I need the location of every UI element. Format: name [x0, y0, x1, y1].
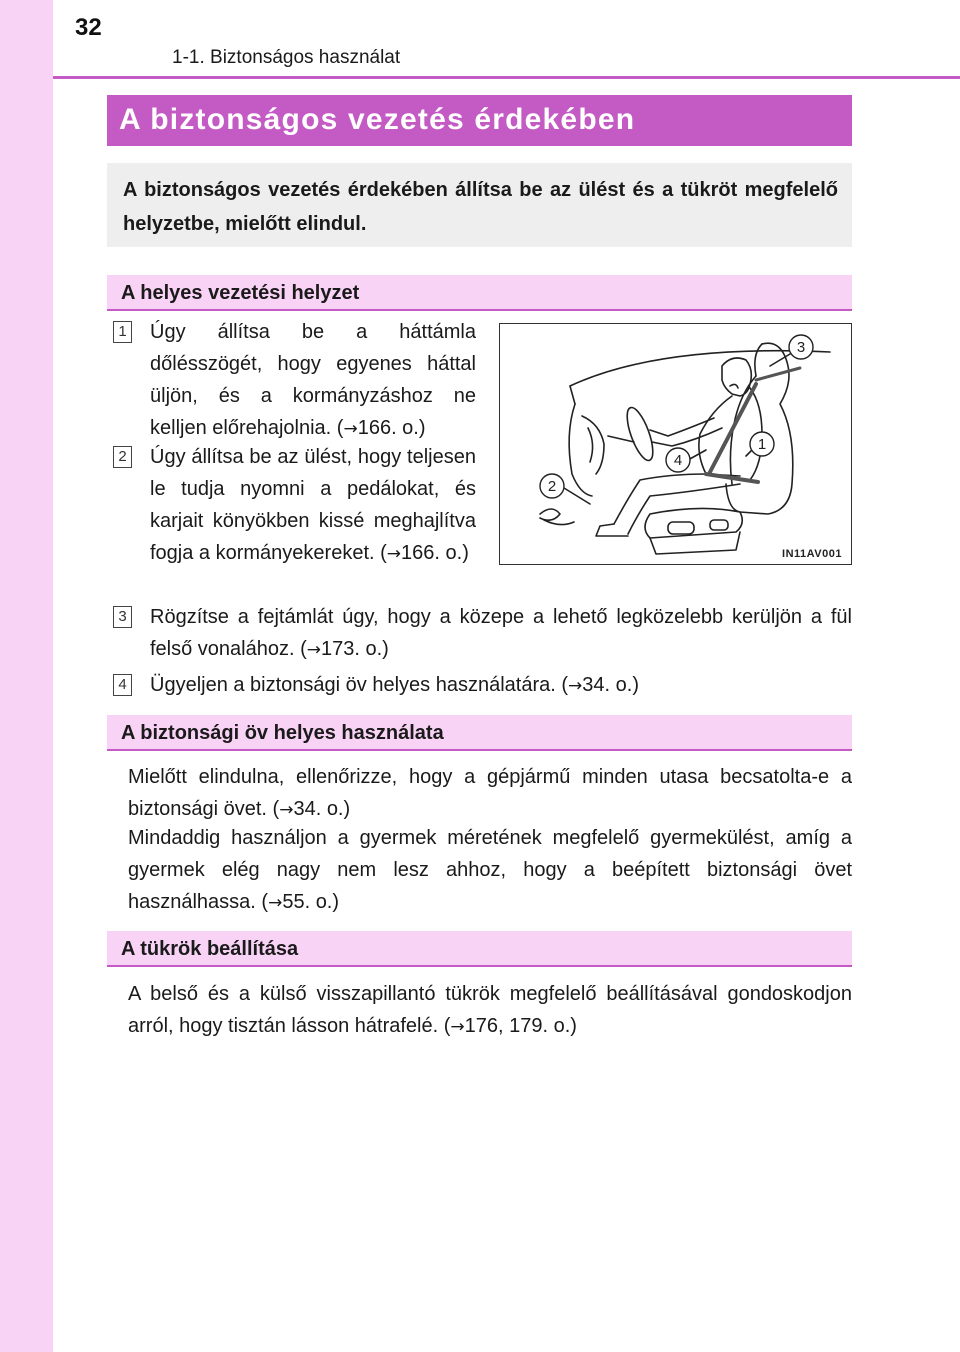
- page-title: A biztonságos vezetés érdekében: [107, 95, 852, 146]
- section-heading-seatbelt: A biztonsági öv helyes használata: [107, 715, 852, 751]
- section-heading-driving-position: A helyes vezetési helyzet: [107, 275, 852, 311]
- arrow-icon: →: [568, 676, 583, 696]
- seatbelt-paragraph-2: Mindaddig használjon a gyermek méretének megfelelő gyermekülést, amíg a gyermek elég nagy nem lesz ahhoz, hogy a beépített biztonsági övet használhassa. (→55. o.): [128, 827, 852, 913]
- header-rule: [53, 76, 960, 79]
- arrow-icon: →: [386, 544, 402, 564]
- callout-2-label: 2: [547, 478, 557, 495]
- arrow-icon: →: [343, 419, 358, 439]
- item-text-3: Rögzítse a fejtámlát úgy, hogy a közepe a lehető legközelebb kerüljön a fül felső vonalához. (→173. o.): [150, 606, 852, 660]
- arrow-icon: →: [268, 893, 283, 913]
- arrow-icon: →: [450, 1017, 465, 1037]
- figure-code: IN11AV001: [782, 548, 842, 560]
- item-number-2: 2: [113, 446, 132, 468]
- item-text-2: Úgy állítsa be az ülést, hogy teljesen le tudja nyomni a pedálokat, és karjait könyökben kissé meghajlítva fogja a kormányekereket. (→166. o.): [150, 446, 476, 564]
- item-text-1: Úgy állítsa be a háttámla dőlésszögét, hogy egyenes háttal üljön, és a kormányzáshoz ne kelljen előrehajolnia. (→166. o.): [150, 321, 476, 439]
- driving-position-figure: [499, 323, 852, 565]
- arrow-icon: →: [279, 800, 294, 820]
- page-number: 32: [75, 14, 102, 41]
- callout-3-label: 3: [796, 339, 806, 356]
- mirrors-paragraph: A belső és a külső visszapillantó tükrök megfelelő beállításával gondoskodjon arról, hogy tisztán lásson hátrafelé. (→176, 179. o.): [128, 983, 852, 1037]
- item-number-4: 4: [113, 674, 132, 696]
- driver-seat-illustration: [500, 324, 851, 564]
- chapter-sidebar-tab: [0, 0, 53, 1352]
- arrow-icon: →: [306, 640, 322, 660]
- section-heading-mirrors: A tükrök beállítása: [107, 931, 852, 967]
- intro-box: A biztonságos vezetés érdekében állítsa be az ülést és a tükröt megfelelő helyzetbe, mielőtt elindul.: [107, 163, 852, 247]
- callout-1-label: 1: [757, 436, 767, 453]
- callout-4-label: 4: [673, 452, 683, 469]
- item-text-4: Ügyeljen a biztonsági öv helyes használatára. (→34. o.): [150, 674, 639, 696]
- chapter-title: 1-1. Biztonságos használat: [172, 47, 401, 68]
- item-number-1: 1: [113, 321, 132, 343]
- seatbelt-paragraph-1: Mielőtt elindulna, ellenőrizze, hogy a gépjármű minden utasa becsatolta-e a biztonsági övet. (→34. o.): [128, 766, 852, 820]
- item-number-3: 3: [113, 606, 132, 628]
